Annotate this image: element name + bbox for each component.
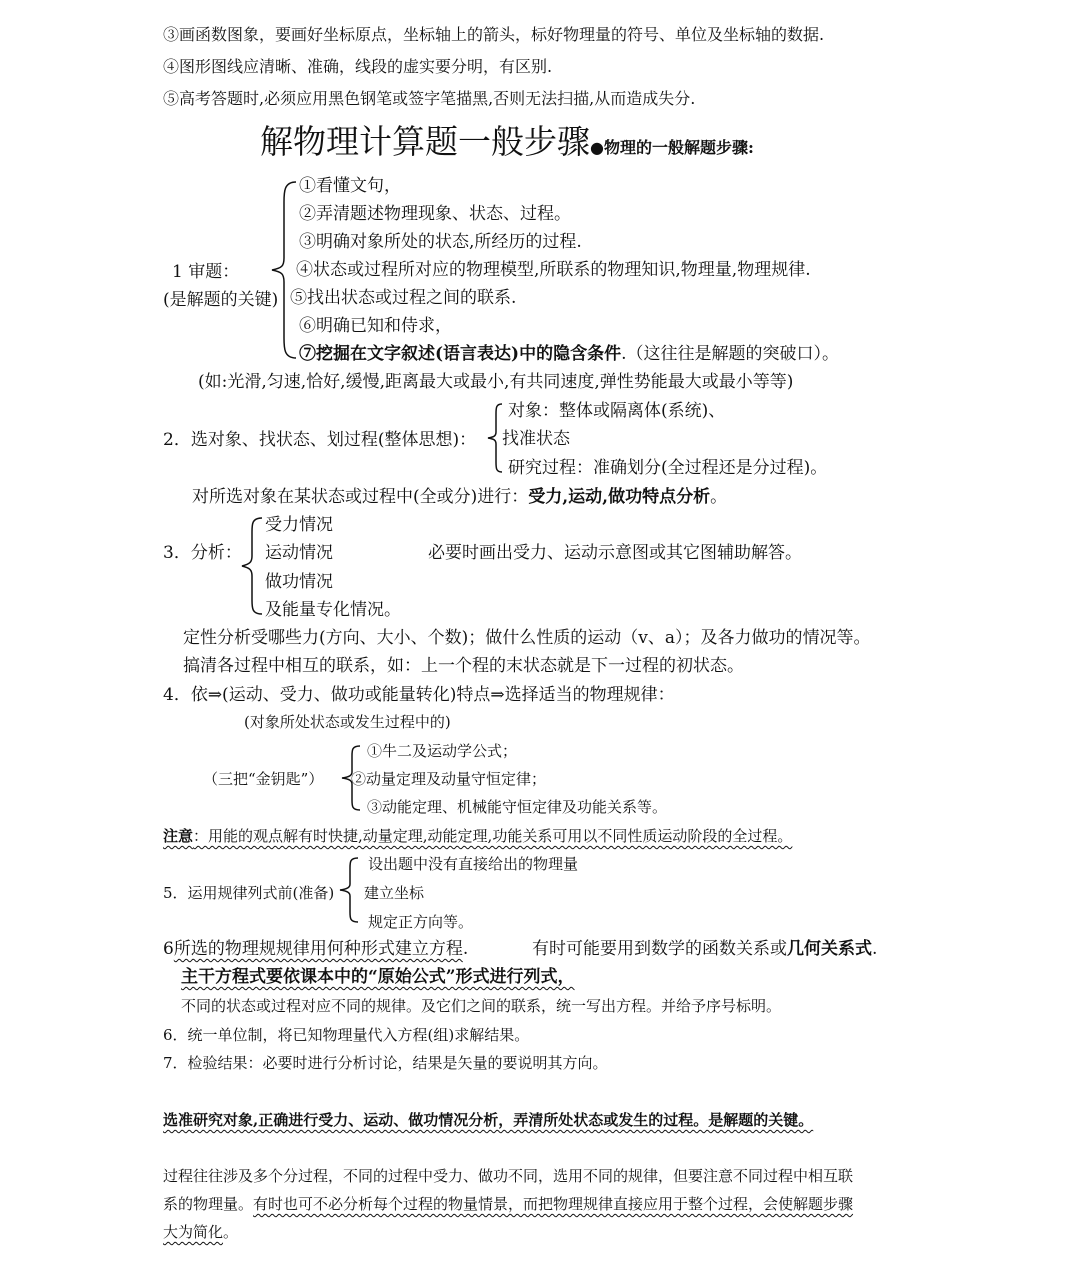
closing-line-2 — [163, 1194, 853, 1214]
note-3: ③画函数图象，要画好坐标原点，坐标轴上的箭头，标好物理量的符号、单位及坐标轴的数据. — [163, 25, 825, 44]
step3-item-4: 及能量专化情况。 — [265, 600, 401, 620]
closing-line-3-end: 。 — [223, 1223, 239, 1241]
step2-label: 2．选对象、找状态、划过程(整体思想)： — [163, 430, 477, 450]
page-subtitle: ●物理的一般解题步骤: — [590, 138, 754, 157]
step3-line-2: 搞清各过程中相互的联系，如：上一个程的末状态就是下一过程的初状态。 — [183, 656, 744, 676]
step1-label: 1 审题： — [172, 262, 240, 282]
step2-after — [192, 487, 727, 507]
step6a-aside-bold: 几何关系式 — [787, 939, 872, 959]
step6a-aside — [532, 939, 877, 959]
page-title: 解物理计算题一般步骤 — [260, 122, 590, 161]
step4-paren: (对象所处状态或发生过程中的) — [244, 713, 451, 731]
step2-after-plain: 对所选对象在某状态或过程中(全或分)进行： — [192, 487, 529, 507]
step3-item-3: 做功情况 — [265, 572, 333, 592]
step1-item-7-bold: ⑦挖掘在文字叙述(语言表达)中的隐含条件 — [299, 344, 622, 364]
step1-item-5: ⑤找出状态或过程之间的联系. — [290, 288, 517, 308]
summary: 选准研究对象,正确进行受力、运动、做功情况分析，弄清所处状态或发生的过程。是解题的关键。 — [163, 1111, 814, 1129]
step3-brace — [240, 516, 266, 616]
step5-item-1: 设出题中没有直接给出的物理量 — [368, 855, 579, 873]
step6a-prefix: 6 — [163, 939, 174, 959]
closing-line-3-underlined: 大为简化 — [163, 1223, 224, 1241]
step4-key-2: ②动量定理及动量守恒定律； — [351, 770, 547, 788]
step1-examples: (如:光滑,匀速,恰好,缓慢,距离最大或最小,有共同速度,弹性势能最大或最小等等) — [198, 372, 794, 392]
step1-item-7 — [299, 344, 839, 364]
step1-item-3: ③明确对象所处的状态,所经历的过程. — [299, 232, 582, 252]
step5-item-3: 规定正方向等。 — [368, 913, 474, 931]
step1-item-6: ⑥明确已知和侍求， — [299, 316, 452, 336]
step1-sublabel: (是解题的关键) — [163, 290, 279, 310]
step4-key-3: ③动能定理、机械能守恒定律及功能关系等。 — [367, 798, 668, 816]
step6a-aside-plain: 有时可能要用到数学的函数关系或 — [532, 939, 787, 959]
step6a-line-2: 主干方程式要依课本中的“原始公式”形式进行列式， — [181, 967, 575, 987]
step3-item-1: 受力情况 — [265, 515, 333, 535]
step4-text: 4．依⇒(运动、受力、做功或能量转化)特点⇒选择适当的物理规律： — [163, 685, 675, 705]
step3-item-2: 运动情况 — [265, 543, 333, 563]
step1-item-7-rest: .（这往往是解题的突破口）。 — [621, 344, 839, 364]
step5-brace — [338, 856, 362, 924]
step6a-line — [163, 939, 468, 959]
closing-line-2-underlined: 有时也可不必分析每个过程的物量情景，而把物理规律直接应用于整个过程，会使解题步骤 — [253, 1195, 854, 1213]
attention-note — [163, 826, 792, 846]
attention-label: 注意 — [163, 827, 194, 845]
step7: 7．检验结果：必要时进行分析讨论，结果是矢量的要说明其方向。 — [163, 1054, 608, 1072]
step3-line-1: 定性分析受哪些力(方向、大小、个数)；做什么性质的运动（v、a）；及各力做功的情况等。 — [183, 628, 871, 648]
page-heading — [260, 122, 754, 168]
step5-label: 5．运用规律列式前(准备) — [163, 884, 335, 902]
attention-text: ：用能的观点解有时快捷,动量定理,动能定理,功能关系可用以不同性质运动阶段的全过程。 — [193, 827, 793, 845]
step6b: 6．统一单位制，将已知物理量代入方程(组)求解结果。 — [163, 1026, 530, 1044]
step6a-aside-end: . — [872, 939, 878, 959]
step2-item-2: 找准状态 — [502, 429, 570, 449]
step6a-wavy: 所选的物理规规律用何种形式建立方程 — [173, 939, 463, 959]
step1-item-1: ①看懂文句， — [299, 176, 401, 196]
note-5: ⑤高考答题时,必须应用黑色钢笔或签字笔描黑,否则无法扫描,从而造成失分. — [163, 89, 696, 108]
note-4: ④图形图线应清晰、准确，线段的虚实要分明，有区别. — [163, 57, 553, 76]
closing-line-2-plain: 系的物理量。 — [163, 1195, 254, 1213]
closing-line-3 — [163, 1222, 238, 1242]
step2-item-3: 研究过程：准确划分(全过程还是分过程)。 — [508, 458, 828, 478]
step3-label: 3．分析： — [163, 543, 242, 563]
step2-after-bold: 受力,运动,做功特点分析 — [528, 487, 711, 507]
closing-line-1: 过程往往涉及多个分过程，不同的过程中受力、做功不同，选用不同的规律，但要注意不同过程中相互联 — [163, 1167, 854, 1185]
step6a-line-3: 不同的状态或过程对应不同的规律。及它们之间的联系，统一写出方程。并给予序号标明。 — [181, 997, 782, 1015]
step5-item-2: 建立坐标 — [364, 884, 425, 902]
step6a-tail: . — [462, 939, 469, 959]
step4-keys-label: （三把“金钥匙”） — [203, 770, 324, 788]
step2-after-end: 。 — [710, 487, 728, 507]
step1-item-2: ②弄清题述物理现象、状态、过程。 — [299, 204, 571, 224]
step2-item-1: 对象：整体或隔离体(系统)、 — [508, 401, 726, 421]
step1-item-4: ④状态或过程所对应的物理模型,所联系的物理知识,物理量,物理规律. — [296, 260, 811, 280]
step4-key-1: ①牛二及运动学公式； — [367, 742, 518, 760]
step3-side-note: 必要时画出受力、运动示意图或其它图辅助解答。 — [428, 543, 802, 563]
